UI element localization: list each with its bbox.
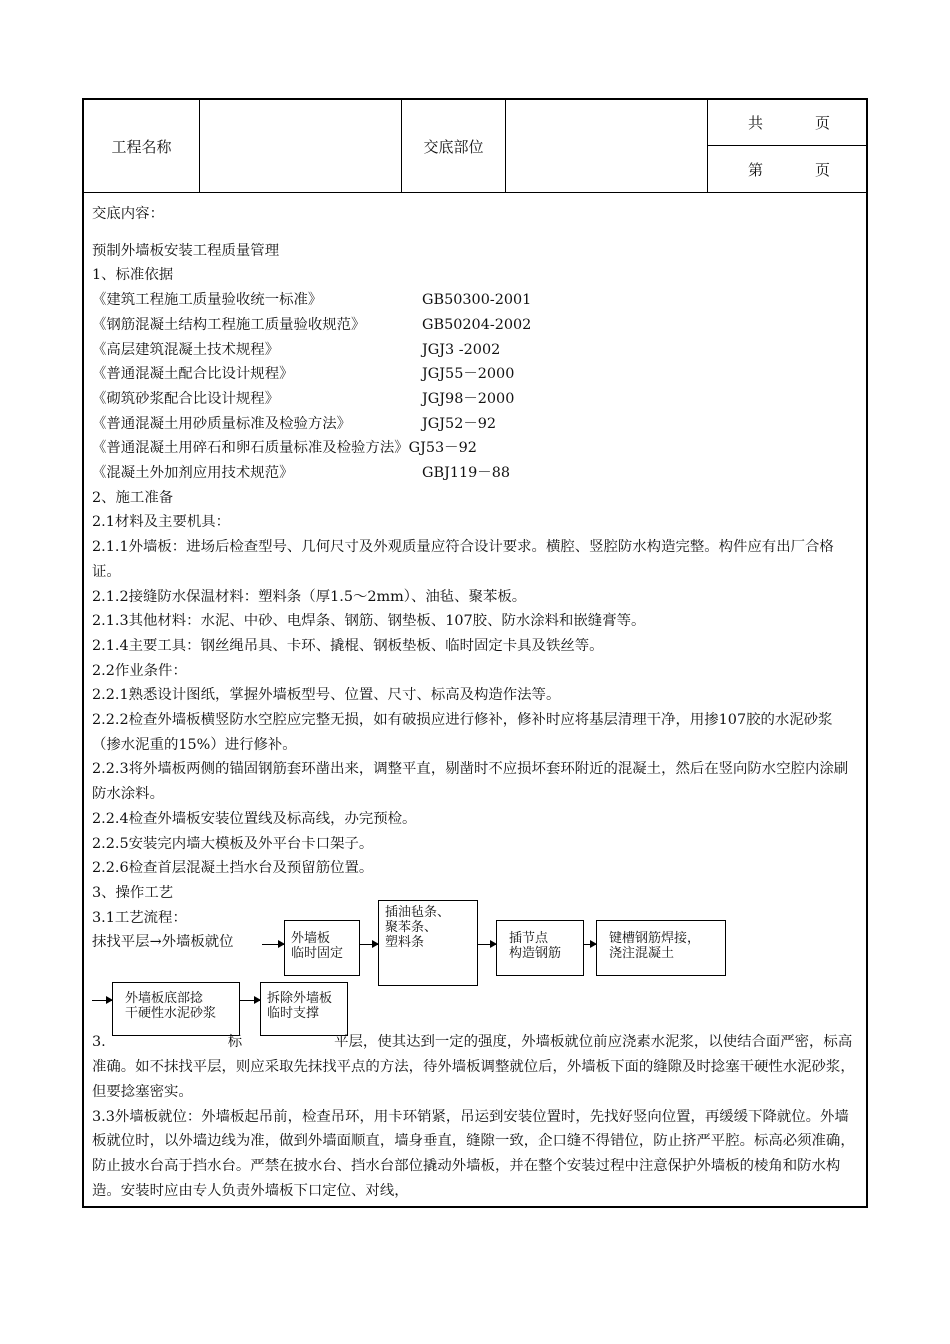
flow-box-node-rebar: 插节点 构造钢筋: [496, 920, 584, 976]
section-3-heading: 3、操作工艺: [92, 884, 174, 901]
para-2-2-6: 2.2.6检查首层混凝土挡水台及预留筋位置。: [92, 860, 374, 877]
standard-item: 《砌筑砂浆配合比设计规程》 JGJ98－2000: [92, 390, 515, 407]
page-count: [708, 100, 866, 192]
standard-item: 《混凝土外加剂应用技术规范》 GBJ119－88: [92, 465, 511, 482]
para-2-2-4: 2.2.4检查外墙板安装位置线及标高线，办完预检。: [92, 810, 417, 827]
header-row: [84, 100, 866, 193]
total-pages: [708, 100, 866, 146]
doc-title: 预制外墙板安装工程质量管理: [92, 242, 280, 259]
flow-arrow: [262, 944, 284, 945]
flow-arrow: [360, 944, 378, 945]
flow-box-insert-strips: 插油毡条、 聚苯条、 塑料条: [378, 900, 478, 986]
standard-item: 《钢筋混凝土结构工程施工质量验收规范》 GB50204-2002: [92, 316, 532, 333]
para-2-1: 2.1材料及主要机具：: [92, 514, 231, 531]
project-name-value[interactable]: [200, 100, 402, 192]
total-unit: 页: [815, 114, 831, 132]
flow-arrow: [240, 1000, 260, 1001]
flow-box-grout: 外墙板底部捻 干硬性水泥砂浆: [112, 982, 240, 1036]
flow-box-temporary-fix: 外墙板 临时固定: [284, 920, 360, 976]
para-2-2-2: 2.2.2检查外墙板横竖防水空腔应完整无损，如有破损应进行修补，修补时应将基层清理干净，用掺107胶的水泥砂浆（掺水泥重的15%）进行修补。: [92, 712, 833, 753]
standard-item: 《高层建筑混凝土技术规程》 JGJ3 -2002: [92, 341, 501, 358]
para-2-2: 2.2作业条件：: [92, 662, 187, 679]
para-2-2-5: 2.2.5安装完内墙大模板及外平台卡口架子。: [92, 835, 374, 852]
standard-item: 《普通混凝土配合比设计规程》 JGJ55－2000: [92, 366, 515, 383]
para-2-2-1: 2.2.1熟悉设计图纸，掌握外墙板型号、位置、尺寸、标高及构造作法等。: [92, 687, 561, 704]
project-name-label: 工程名称: [84, 100, 200, 192]
para-3-1: 3.1工艺流程：: [92, 909, 187, 926]
flow-arrow: [92, 1000, 112, 1001]
flow-start-text: 抹找平层→外墙板就位: [92, 934, 234, 951]
page-label: 第: [748, 160, 764, 179]
flow-arrow: [478, 944, 496, 945]
para-2-1-3: 2.1.3其他材料：水泥、中砂、电焊条、钢筋、钢垫板、107胶、防水涂料和嵌缝膏等。: [92, 613, 646, 630]
handover-sheet: [82, 98, 868, 1208]
para-2-1-1: 2.1.1外墙板：进场后检查型号、几何尺寸及外观质量应符合设计要求。横腔、竖腔防水构造完整。构件应有出厂合格证。: [92, 539, 834, 580]
standards-list: [92, 288, 860, 486]
flow-arrow: [584, 944, 596, 945]
total-label: 共: [748, 114, 764, 132]
standard-item: 《普通混凝土用碎石和卵石质量标准及检验方法》 GJ53－92: [92, 440, 477, 457]
para-2-1-4: 2.1.4主要工具：钢丝绳吊具、卡环、撬棍、钢板垫板、临时固定卡具及铁丝等。: [92, 637, 604, 654]
section-2-heading: 2、施工准备: [92, 489, 174, 506]
section-1-heading: 1、标准依据: [92, 267, 174, 284]
para-2-2-3: 2.2.3将外墙板两侧的锚固钢筋套环凿出来，调整平直，剔凿时不应损坏套环附近的混凝土，然后在竖向防水空腔内涂刷防水涂料。: [92, 761, 849, 803]
page-unit: 页: [815, 160, 831, 179]
handover-part-value[interactable]: [506, 100, 708, 192]
standard-item: 《普通混凝土用砂质量标准及检验方法》 JGJ52－92: [92, 415, 497, 432]
para-3-2: 3. 标 平层，使其达到一定的强度，外墙板就位前应浇素水泥浆，以使结合面严密，标高准确。如不抹找平层，则应采取先抹找平点的方法，待外墙板调整就位后，外墙板下面的缝隙及时捻塞干硬性水泥砂浆，但要捻塞密实。: [92, 1034, 855, 1100]
para-3-3: 3.3外墙板就位：外墙板起吊前，检查吊环，用卡环销紧，吊运到安装位置时，先找好竖向位置，再缓缓下降就位。外墙板就位时，以外墙边线为准，做到外墙面顺直，墙身垂直，缝隙一致，企口缝不得错位，防止挤严平腔。标高必须准确，防止披水台高于挡水台。严禁在披水台、挡水台部位撬动外墙板，并在整个安装过程中注意保护外墙板的棱角和防水构造。安装时应由专人负责外墙板下口定位、对线，: [92, 1108, 855, 1199]
current-page: [708, 146, 866, 192]
flow-box-remove-support: 拆除外墙板 临时支撑: [260, 982, 348, 1036]
handover-content: [92, 202, 860, 1203]
para-2-1-2: 2.1.2接缝防水保温材料：塑料条（厚1.5～2mm）、油毡、聚苯板。: [92, 588, 527, 605]
standard-item: 《建筑工程施工质量验收统一标准》 GB50300-2001: [92, 292, 532, 309]
intro-label: 交底内容：: [92, 206, 164, 222]
handover-part-label: 交底部位: [402, 100, 506, 192]
flow-box-weld-pour: 键槽钢筋焊接， 浇注混凝土: [596, 920, 726, 976]
